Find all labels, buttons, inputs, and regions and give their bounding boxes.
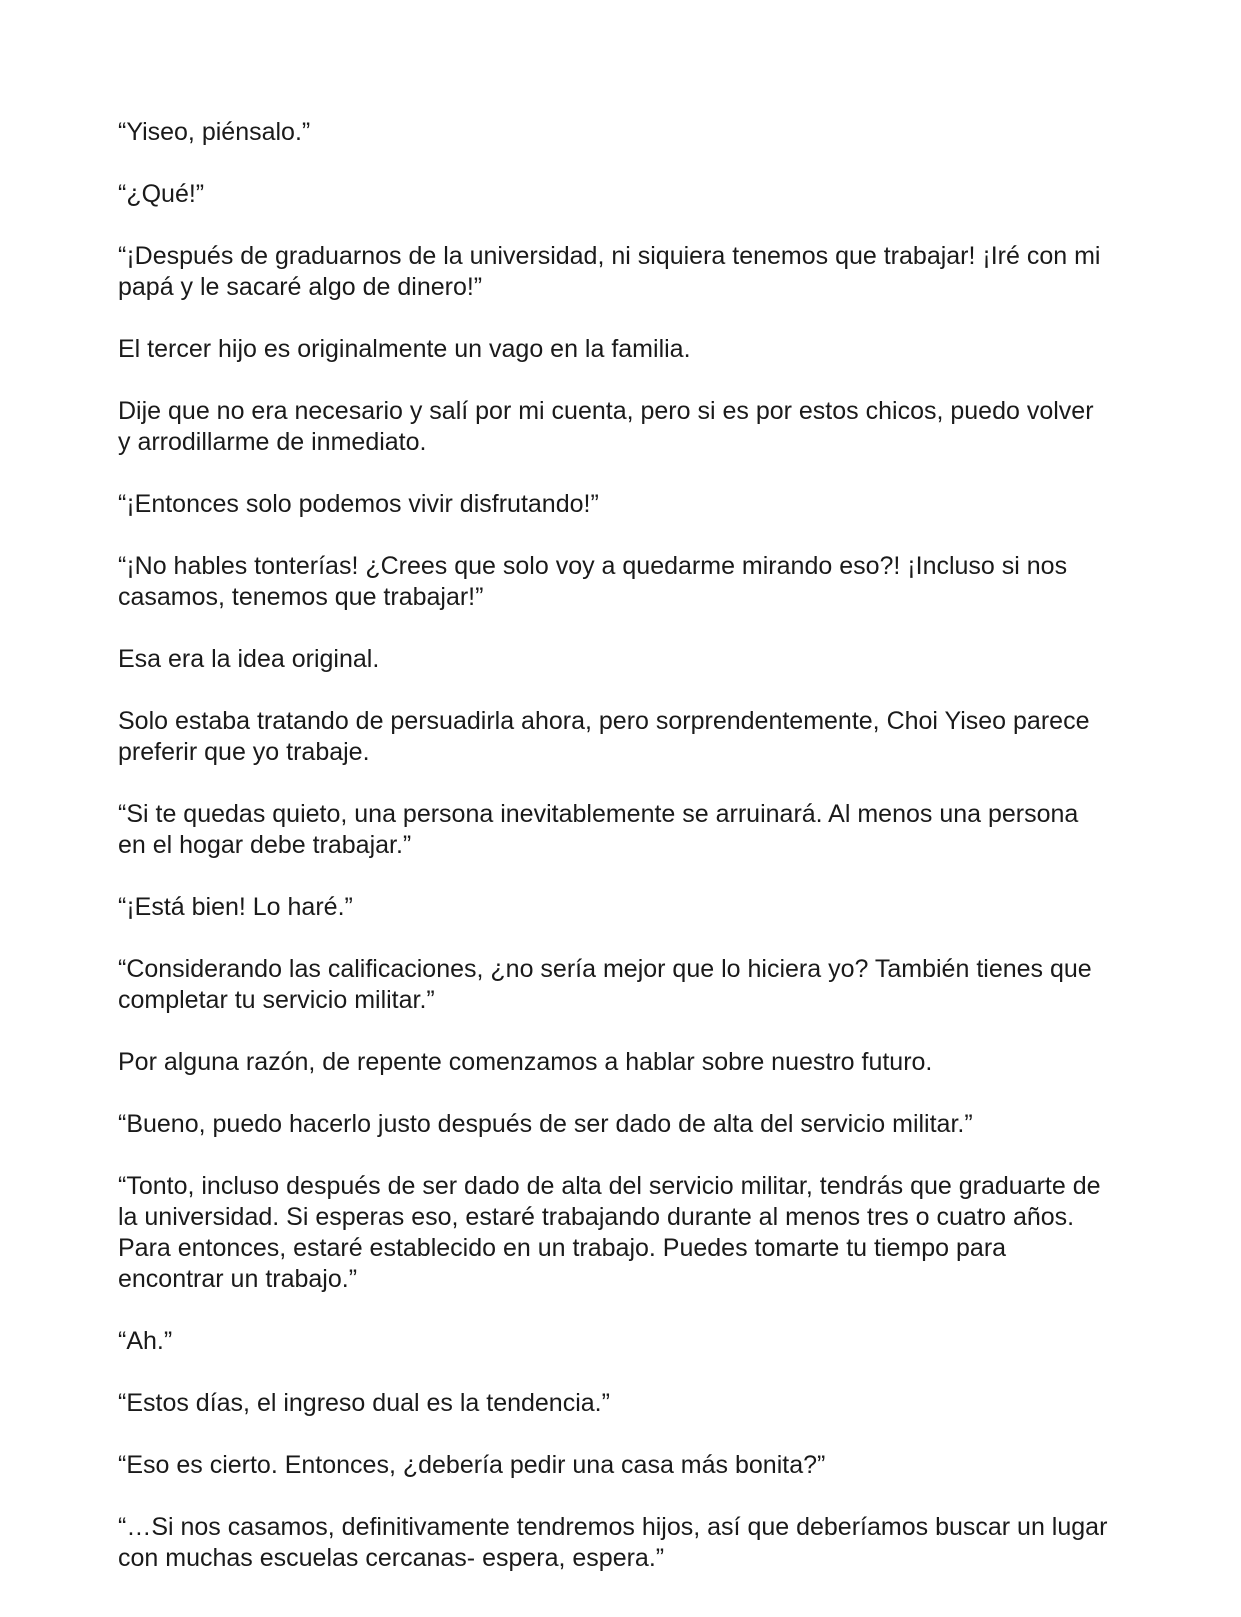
paragraph: “Considerando las calificaciones, ¿no sería mejor que lo hiciera yo? También tienes que completar tu servicio militar.” — [118, 955, 1092, 1014]
paragraph: “Ah.” — [118, 1327, 173, 1355]
paragraph: Por alguna razón, de repente comenzamos a hablar sobre nuestro futuro. — [118, 1048, 933, 1076]
paragraph: “…Si nos casamos, definitivamente tendremos hijos, así que deberíamos buscar un lugar con muchas escuelas cercanas- espera, espera.” — [118, 1513, 1108, 1572]
paragraph: “¡Está bien! Lo haré.” — [118, 893, 353, 921]
paragraph: “¡Entonces solo podemos vivir disfrutando!” — [118, 490, 599, 518]
paragraph: “Si te quedas quieto, una persona inevitablemente se arruinará. Al menos una persona en el hogar debe trabajar.” — [118, 800, 1079, 859]
paragraph: Dije que no era necesario y salí por mi cuenta, pero si es por estos chicos, puedo volver y arrodillarme de inmediato. — [118, 397, 1094, 456]
paragraph: “Tonto, incluso después de ser dado de alta del servicio militar, tendrás que graduarte de la universidad. Si esperas eso, estaré trabajando durante al menos tres o cuatro años. Para entonces, estaré establecido en un trabajo. Puedes tomarte tu tiempo para encontrar un trabajo.” — [118, 1172, 1101, 1293]
paragraph: El tercer hijo es originalmente un vago en la familia. — [118, 335, 691, 363]
paragraph: “Estos días, el ingreso dual es la tendencia.” — [118, 1389, 610, 1417]
paragraph: Esa era la idea original. — [118, 645, 380, 673]
paragraph: “Yiseo, piénsalo.” — [118, 118, 311, 146]
paragraph: “Eso es cierto. Entonces, ¿debería pedir una casa más bonita?” — [118, 1451, 826, 1479]
paragraph: “¡Después de graduarnos de la universidad, ni siquiera tenemos que trabajar! ¡Iré con mi papá y le sacaré algo de dinero!” — [118, 242, 1101, 301]
paragraph: “Bueno, puedo hacerlo justo después de ser dado de alta del servicio militar.” — [118, 1110, 973, 1138]
paragraph: Solo estaba tratando de persuadirla ahora, pero sorprendentemente, Choi Yiseo parece preferir que yo trabaje. — [118, 707, 1090, 766]
paragraph: “¡No hables tonterías! ¿Crees que solo voy a quedarme mirando eso?! ¡Incluso si nos casamos, tenemos que trabajar!” — [118, 552, 1068, 611]
document-body — [118, 117, 1108, 1605]
paragraph: “¿Qué!” — [118, 180, 205, 208]
